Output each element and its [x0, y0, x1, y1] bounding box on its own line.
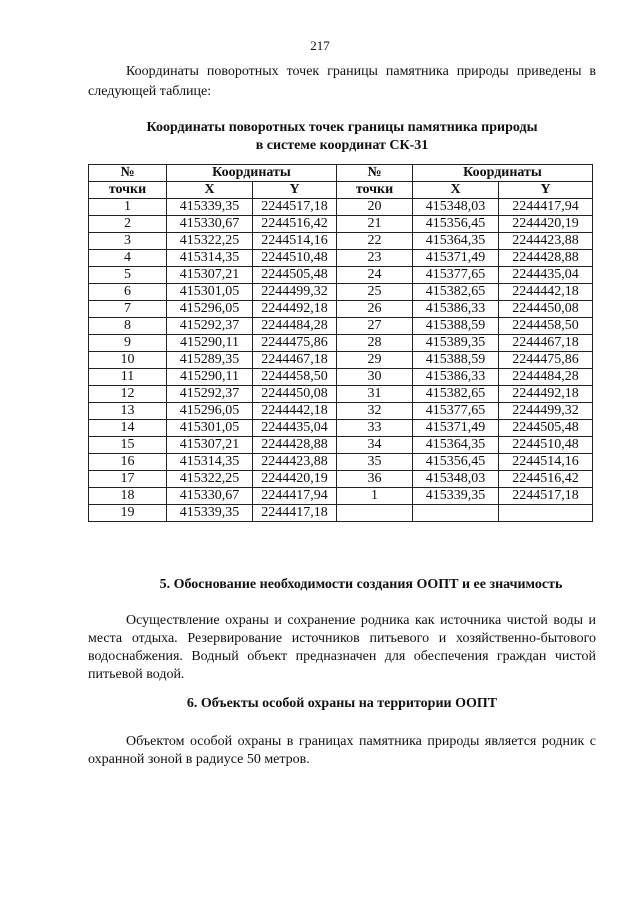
point-number-cell: 8	[89, 318, 167, 335]
point-number-cell: 17	[89, 471, 167, 488]
point-y-cell: 2244467,18	[253, 352, 337, 369]
page-number: 217	[310, 38, 330, 53]
point-x-cell: 415382,65	[413, 386, 499, 403]
table-row	[89, 250, 593, 267]
point-x-cell: 415301,05	[167, 284, 253, 301]
point-x-cell: 415330,67	[167, 216, 253, 233]
point-y-cell: 2244514,16	[253, 233, 337, 250]
point-y-cell: 2244484,28	[253, 318, 337, 335]
point-x-cell: 415339,35	[167, 505, 253, 522]
point-number-cell: 11	[89, 369, 167, 386]
point-number-cell: 24	[337, 267, 413, 284]
point-x-cell: 415290,11	[167, 335, 253, 352]
table-row	[89, 233, 593, 250]
header-y: Y	[253, 182, 337, 199]
point-y-cell: 2244435,04	[499, 267, 593, 284]
header-points: точки	[89, 182, 167, 199]
table-header-row-2	[89, 182, 593, 199]
point-number-cell: 28	[337, 335, 413, 352]
point-y-cell: 2244423,88	[253, 454, 337, 471]
point-x-cell: 415348,03	[413, 199, 499, 216]
point-y-cell: 2244428,88	[499, 250, 593, 267]
point-x-cell: 415386,33	[413, 301, 499, 318]
point-y-cell: 2244428,88	[253, 437, 337, 454]
point-number-cell: 10	[89, 352, 167, 369]
table-title-line-1: Координаты поворотных точек границы памятника природы	[146, 120, 538, 135]
point-number-cell: 33	[337, 420, 413, 437]
point-x-cell: 415307,21	[167, 267, 253, 284]
point-number-cell: 25	[337, 284, 413, 301]
point-number-cell: 15	[89, 437, 167, 454]
header-y: Y	[499, 182, 593, 199]
table-row	[89, 437, 593, 454]
point-y-cell: 2244514,16	[499, 454, 593, 471]
table-row	[89, 284, 593, 301]
point-x-cell: 415339,35	[167, 199, 253, 216]
point-x-cell: 415364,35	[413, 437, 499, 454]
table-row	[89, 267, 593, 284]
point-y-cell: 2244442,18	[499, 284, 593, 301]
point-y-cell: 2244510,48	[499, 437, 593, 454]
table-row	[89, 471, 593, 488]
point-number-cell: 12	[89, 386, 167, 403]
point-x-cell: 415364,35	[413, 233, 499, 250]
point-number-cell: 2	[89, 216, 167, 233]
point-y-cell: 2244484,28	[499, 369, 593, 386]
point-x-cell: 415292,37	[167, 318, 253, 335]
point-number-cell: 13	[89, 403, 167, 420]
table-row	[89, 335, 593, 352]
header-x: X	[413, 182, 499, 199]
table-body	[89, 199, 593, 522]
point-x-cell: 415382,65	[413, 284, 499, 301]
point-number-cell: 19	[89, 505, 167, 522]
point-y-cell: 2244510,48	[253, 250, 337, 267]
point-y-cell: 2244417,94	[253, 488, 337, 505]
point-number-cell: 26	[337, 301, 413, 318]
point-x-cell: 415389,35	[413, 335, 499, 352]
point-y-cell	[499, 505, 593, 522]
point-x-cell: 415314,35	[167, 250, 253, 267]
point-y-cell: 2244467,18	[499, 335, 593, 352]
point-y-cell: 2244475,86	[499, 352, 593, 369]
point-x-cell: 415388,59	[413, 352, 499, 369]
section-6-text: Объектом особой охраны в границах памятника природы является родник с охранной зоной в радиусе 50 метров.	[88, 734, 596, 767]
point-number-cell: 35	[337, 454, 413, 471]
table-row	[89, 369, 593, 386]
header-points: точки	[337, 182, 413, 199]
point-number-cell: 3	[89, 233, 167, 250]
point-y-cell: 2244499,32	[253, 284, 337, 301]
intro-paragraph: Координаты поворотных точек границы памятника природы приведены в следующей таблице:	[88, 64, 596, 99]
point-y-cell: 2244435,04	[253, 420, 337, 437]
table-title-line-2: в системе координат СК-31	[255, 138, 429, 153]
point-x-cell: 415386,33	[413, 369, 499, 386]
table-row	[89, 318, 593, 335]
point-x-cell: 415377,65	[413, 403, 499, 420]
point-number-cell: 9	[89, 335, 167, 352]
point-x-cell: 415356,45	[413, 454, 499, 471]
point-x-cell: 415339,35	[413, 488, 499, 505]
point-y-cell: 2244499,32	[499, 403, 593, 420]
point-y-cell: 2244458,50	[253, 369, 337, 386]
table-row	[89, 505, 593, 522]
point-y-cell: 2244423,88	[499, 233, 593, 250]
table-row	[89, 420, 593, 437]
point-x-cell: 415371,49	[413, 250, 499, 267]
point-y-cell: 2244492,18	[253, 301, 337, 318]
point-x-cell: 415330,67	[167, 488, 253, 505]
point-number-cell: 32	[337, 403, 413, 420]
point-number-cell: 6	[89, 284, 167, 301]
point-y-cell: 2244417,18	[253, 505, 337, 522]
table-row	[89, 386, 593, 403]
point-number-cell: 23	[337, 250, 413, 267]
point-number-cell: 20	[337, 199, 413, 216]
point-y-cell: 2244450,08	[499, 301, 593, 318]
point-number-cell: 27	[337, 318, 413, 335]
section-6-heading: 6. Объекты особой охраны на территории ООПТ	[186, 696, 498, 711]
point-number-cell: 29	[337, 352, 413, 369]
point-x-cell: 415292,37	[167, 386, 253, 403]
point-number-cell: 36	[337, 471, 413, 488]
point-x-cell: 415348,03	[413, 471, 499, 488]
point-x-cell: 415296,05	[167, 403, 253, 420]
point-number-cell	[337, 505, 413, 522]
point-y-cell: 2244420,19	[253, 471, 337, 488]
header-num-sign: №	[89, 165, 167, 182]
point-number-cell: 18	[89, 488, 167, 505]
point-y-cell: 2244458,50	[499, 318, 593, 335]
section-5-text: Осуществление охраны и сохранение родника как источника чистой воды и места отдыха. Резервирование источников питьевого и хозяйственно-бытового водоснабжения. Водный объект предназначен для обеспечения граждан чистой питьевой водой.	[88, 613, 596, 682]
point-x-cell: 415307,21	[167, 437, 253, 454]
point-number-cell: 5	[89, 267, 167, 284]
point-x-cell: 415371,49	[413, 420, 499, 437]
point-y-cell: 2244517,18	[253, 199, 337, 216]
table-row	[89, 199, 593, 216]
point-y-cell: 2244417,94	[499, 199, 593, 216]
point-number-cell: 21	[337, 216, 413, 233]
table-row	[89, 301, 593, 318]
point-x-cell: 415289,35	[167, 352, 253, 369]
table-row	[89, 454, 593, 471]
point-number-cell: 22	[337, 233, 413, 250]
point-x-cell: 415296,05	[167, 301, 253, 318]
point-x-cell	[413, 505, 499, 522]
header-coords: Координаты	[413, 165, 593, 182]
point-x-cell: 415322,25	[167, 471, 253, 488]
point-y-cell: 2244516,42	[499, 471, 593, 488]
header-coords: Координаты	[167, 165, 337, 182]
point-y-cell: 2244475,86	[253, 335, 337, 352]
point-number-cell: 30	[337, 369, 413, 386]
point-x-cell: 415314,35	[167, 454, 253, 471]
point-number-cell: 1	[89, 199, 167, 216]
table-row	[89, 488, 593, 505]
point-number-cell: 7	[89, 301, 167, 318]
point-x-cell: 415322,25	[167, 233, 253, 250]
point-y-cell: 2244420,19	[499, 216, 593, 233]
point-x-cell: 415388,59	[413, 318, 499, 335]
point-number-cell: 31	[337, 386, 413, 403]
point-x-cell: 415377,65	[413, 267, 499, 284]
coordinates-table	[88, 164, 593, 522]
point-x-cell: 415301,05	[167, 420, 253, 437]
section-5-heading: 5. Обоснование необходимости создания ООПТ и ее значимость	[159, 577, 563, 592]
header-x: X	[167, 182, 253, 199]
point-y-cell: 2244505,48	[253, 267, 337, 284]
point-number-cell: 16	[89, 454, 167, 471]
table-row	[89, 403, 593, 420]
point-x-cell: 415290,11	[167, 369, 253, 386]
point-y-cell: 2244450,08	[253, 386, 337, 403]
point-number-cell: 14	[89, 420, 167, 437]
point-number-cell: 34	[337, 437, 413, 454]
point-y-cell: 2244516,42	[253, 216, 337, 233]
point-number-cell: 4	[89, 250, 167, 267]
point-y-cell: 2244505,48	[499, 420, 593, 437]
point-x-cell: 415356,45	[413, 216, 499, 233]
header-num-sign: №	[337, 165, 413, 182]
table-title	[88, 119, 596, 155]
point-y-cell: 2244442,18	[253, 403, 337, 420]
table-header-row-1	[89, 165, 593, 182]
table-row	[89, 216, 593, 233]
point-y-cell: 2244517,18	[499, 488, 593, 505]
point-number-cell: 1	[337, 488, 413, 505]
table-row	[89, 352, 593, 369]
point-y-cell: 2244492,18	[499, 386, 593, 403]
